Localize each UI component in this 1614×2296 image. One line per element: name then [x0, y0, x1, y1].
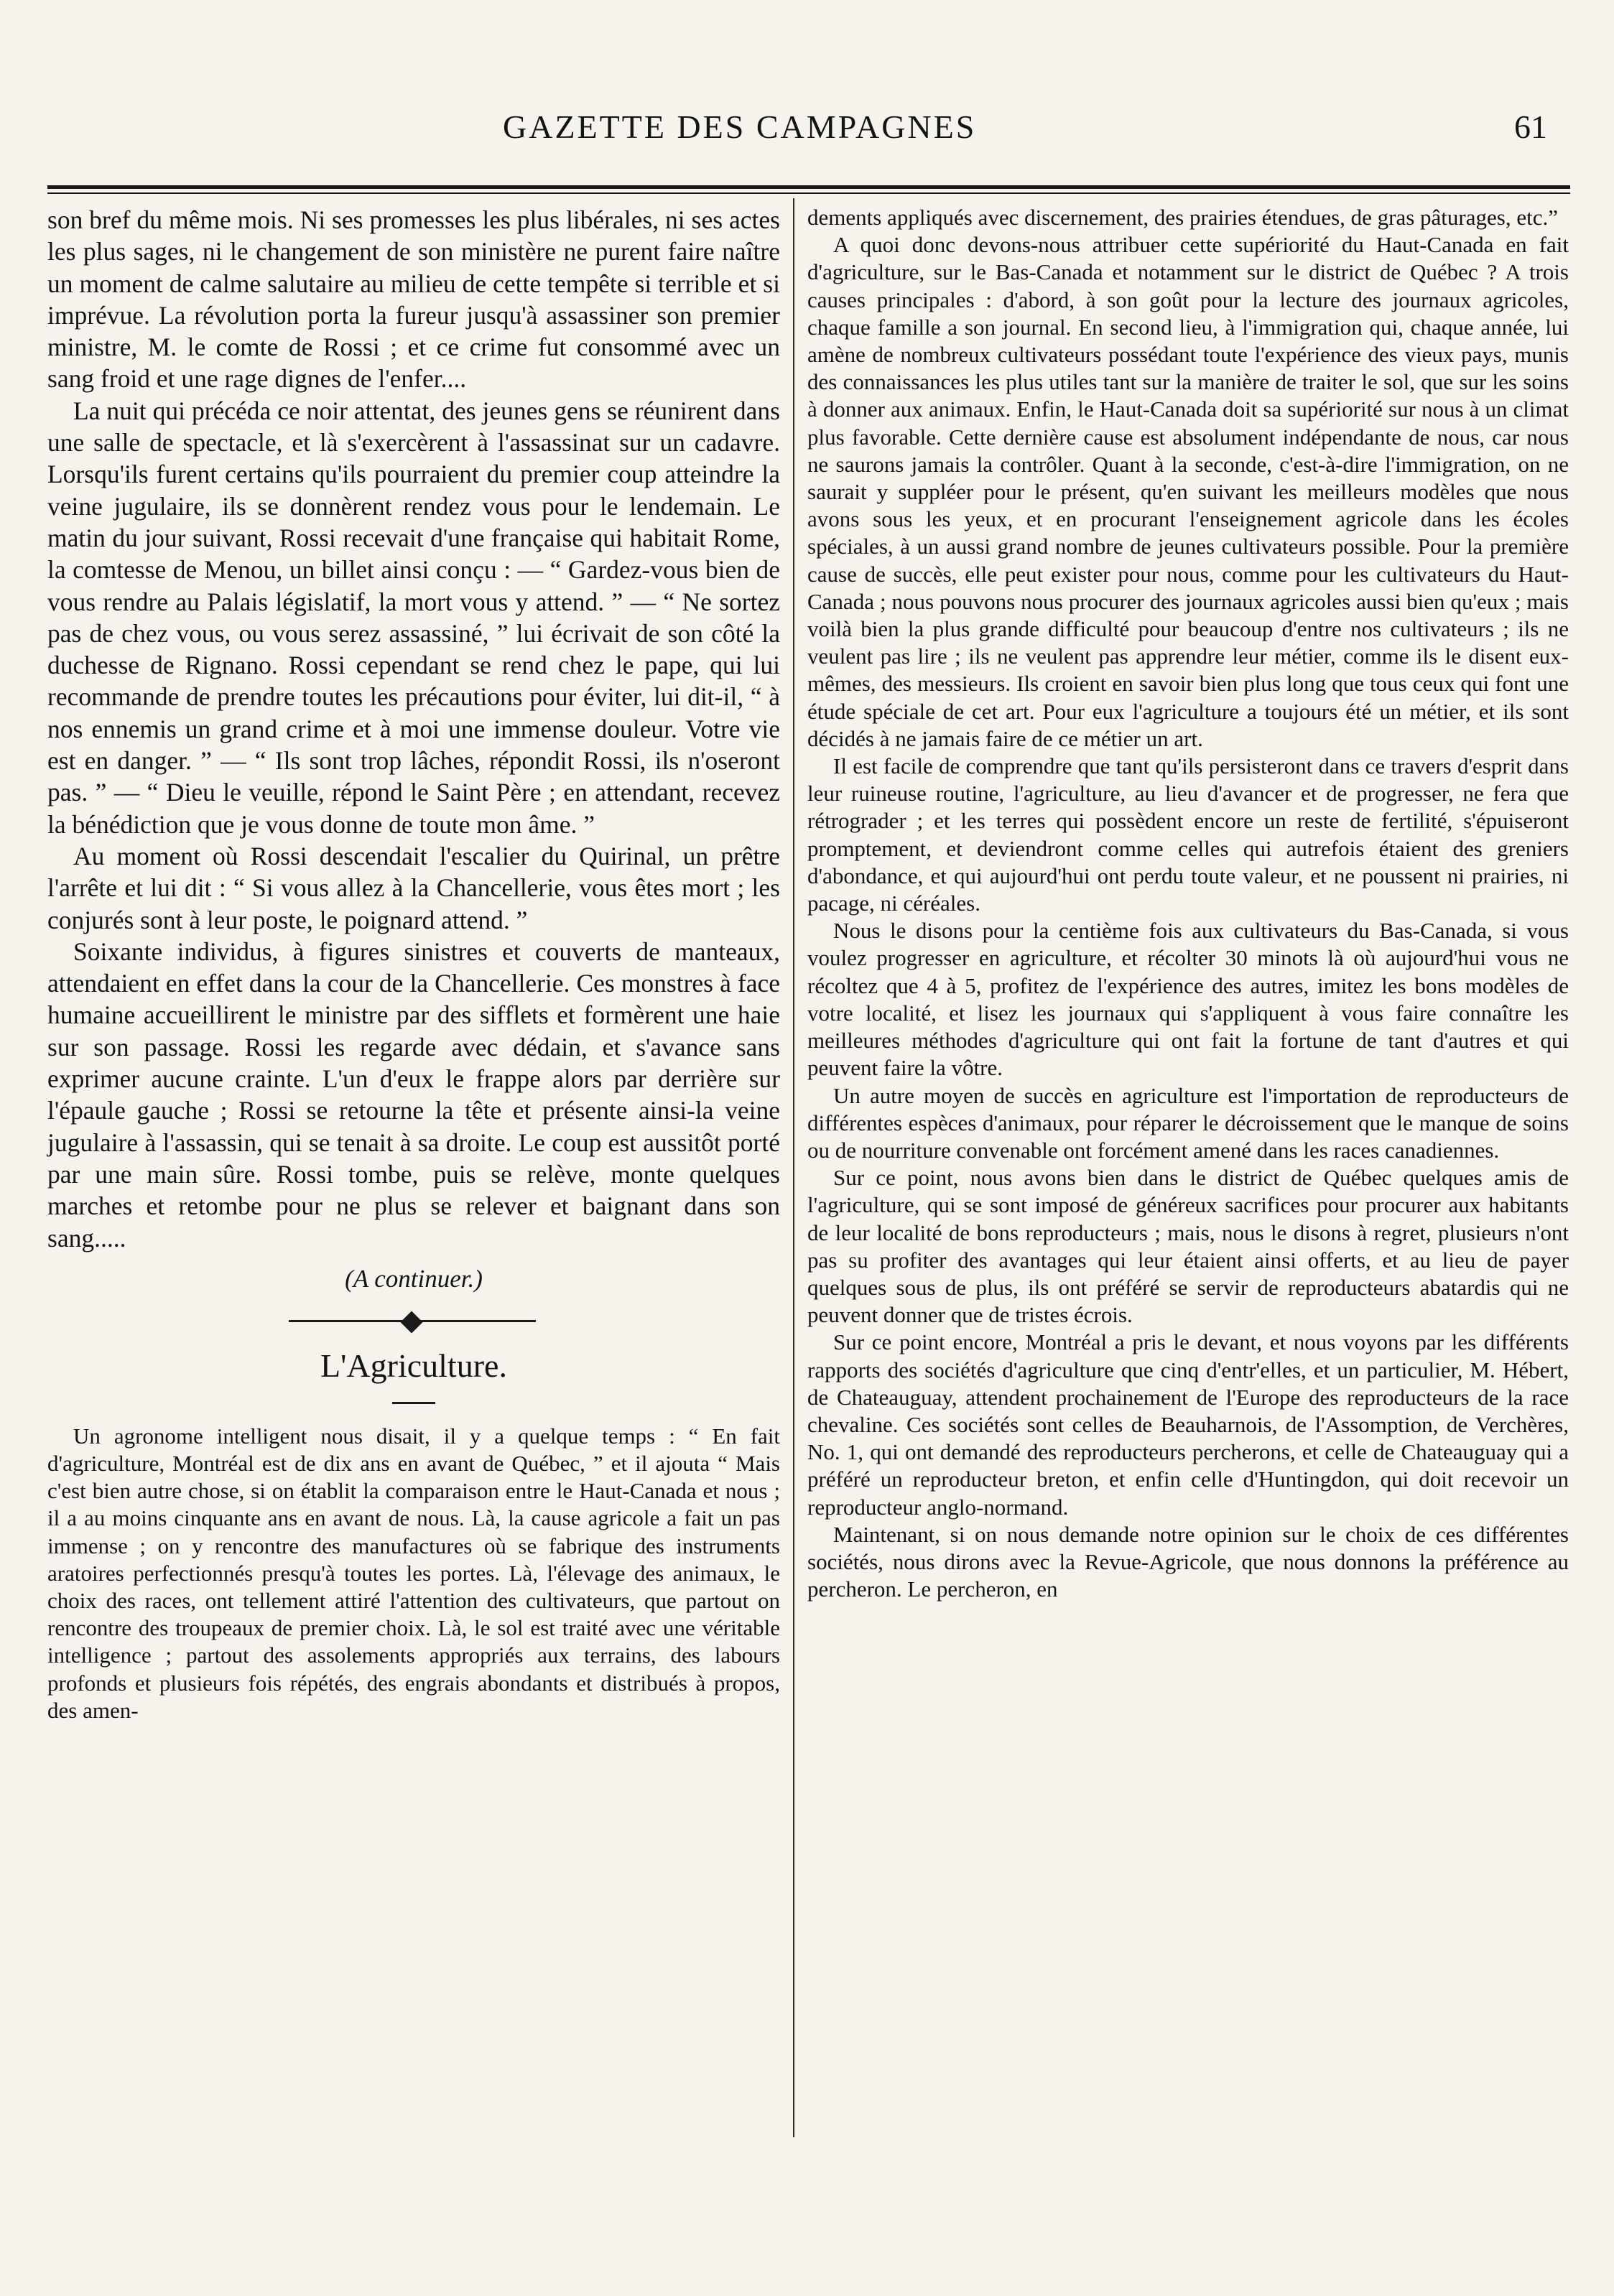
- section-heading: L'Agriculture.: [320, 1347, 507, 1384]
- right-column: [807, 204, 1569, 1603]
- article-paragraph: dements appliqués avec discernement, des prairies étendues, de gras pâturages, etc.”: [807, 205, 1558, 230]
- article-paragraph: La nuit qui précéda ce noir attentat, des jeunes gens se réunirent dans une salle de spectacle, et là s'exercèrent à l'assassinat sur un cadavre. Lorsqu'ils furent certains qu'ils pourraient du premier coup atteindre la veine jugulaire, ils se donnèrent rendez vous pour le lendemain. Le matin du jour suivant, Rossi recevait d'une française qui habitait Rome, la comtesse de Menou, un billet ainsi conçu : — “ Gardez-vous bien de vous rendre au Palais législatif, la mort vous y attend. ” — “ Ne sortez pas de chez vous, ou vous serez assassiné, ” lui écrivait de son côté la duchesse de Rignano. Rossi cependant se rend chez le pape, qui lui recommande de prendre toutes les précautions pour éviter, lui dit-il, “ à nos ennemis un grand crime et à moi une immense douleur. Votre vie est en danger. ” — “ Ils sont trop lâches, répondit Rossi, ils n'oseront pas. ” — “ Dieu le veuille, répond le Saint Père ; en attendant, recevez la bénédiction que je vous donne de toute mon âme. ”: [47, 396, 780, 839]
- running-title: GAZETTE DES CAMPAGNES: [503, 108, 977, 145]
- header-rule: [47, 185, 1570, 189]
- article-paragraph: Un agronome intelligent nous disait, il y a quelque temps : “ En fait d'agriculture, Montréal est de dix ans en avant de Québec, ” et il ajouta “ Mais c'est bien autre chose, si on établit la comparaison entre le Haut-Canada et nous ; il a au moins cinquante ans en avant de nous. Là, la cause agricole a fait un pas immense ; on y rencontre des manufactures où se fabrique des instruments aratoires perfectionnés presqu'à toutes les portes. Là, l'élevage des animaux, le choix des races, ont tellement attiré l'attention des cultivateurs, que partout on rencontre des troupeaux de premier choix. Là, le sol est traité avec une véritable intelligence ; partout des assolements appropriés aux terrains, des labours profonds et plusieurs fois répétés, des engrais abondants et distribués à propos, des amen-: [47, 1423, 780, 1723]
- article-paragraph: Maintenant, si on nous demande notre opinion sur le choix de ces différentes sociétés, nous dirons avec la Revue-Agricole, que nous donnons la préférence au percheron. Le percheron, en: [807, 1521, 1569, 1602]
- article-paragraph: Sur ce point, nous avons bien dans le district de Québec quelques amis de l'agriculture, qui se sont imposé de généreux sacrifices pour procurer aux habitants de leur localité de bons reproducteurs ; mais, nous le disons à regret, plusieurs n'ont pas su profiter des avantages qui leur étaient ainsi offerts, et au lieu de payer quelques sous de plus, ils ont préféré se servir de reproducteurs abatardis qui ne peuvent donner que de tristes écrois.: [807, 1165, 1569, 1328]
- header-rule-thin: [47, 192, 1570, 194]
- left-column: [47, 204, 780, 1724]
- article-paragraph: Nous le disons pour la centième fois aux cultivateurs du Bas-Canada, si vous voulez progresser en agriculture, et récolter 30 minots là où aujourd'hui vous ne récoltez que 4 à 5, profitez de l'expérience des autres, imitez les bons modèles de votre localité, et lisez les journaux qui s'appliquent à vous faire connaître les meilleures méthodes d'agriculture qui ont fait la fortune de tant d'autres et qui peuvent faire la vôtre.: [807, 918, 1569, 1081]
- running-head: [0, 108, 1614, 158]
- article-paragraph: Sur ce point encore, Montréal a pris le devant, et nous voyons par les différents rapports des sociétés d'agriculture que cinq d'entr'elles, et un particulier, M. Hébert, de Chateauguay, attendent prochainement de l'Europe des reproducteurs de la race chevaline. Ces sociétés sont celles de Beauharnois, de l'Assomption, de Verchères, No. 1, qui ont demandé des reproducteurs percherons, et celle de Chateauguay qui a préféré un reproducteur breton, et enfin celle d'Huntingdon, qui doit recevoir un reproducteur anglo-normand.: [807, 1329, 1569, 1520]
- article-paragraph: A quoi donc devons-nous attribuer cette supériorité du Haut-Canada en fait d'agriculture, sur le Bas-Canada et notamment sur le district de Québec ? A trois causes principales : d'abord, à son goût pour la lecture des journaux agricoles, chaque famille a son journal. En second lieu, à l'immigration qui, chaque année, lui amène de nombreux cultivateurs possédant toute l'expérience des vieux pays, munis des connaissances les plus utiles tant sur la manière de traiter le sol, que sur les soins à donner aux animaux. Enfin, le Haut-Canada doit sa supériorité sur nous à un climat plus favorable. Cette dernière cause est absolument indépendante de nous, car nous ne saurons jamais la contrôler. Quant à la seconde, c'est-à-dire l'immigration, on ne saurait y suppléer pour le présent, qu'en suivant les meilleurs modèles que nous avons sous les yeux, et en procurant l'enseignement agricole dans les écoles spéciales, à un aussi grand nombre de jeunes cultivateurs possible. Pour la première cause de succès, elle peut exister pour nous, comme pour les cultivateurs du Haut-Canada ; nous pouvons nous procurer des journaux agricoles aussi bien qu'eux ; mais voilà bien la plus grande difficulté pour beaucoup d'entre nos cultivateurs ; ils ne veulent pas lire ; ils ne veulent pas apprendre leur métier, comme ils le disent eux-mêmes, des messieurs. Ils croient en savoir bien plus long que tous ceux qui font une étude spéciale de cet art. Pour eux l'agriculture a toujours été un métier, et ils sont décidés à ne jamais faire de ce métier un art.: [807, 232, 1569, 751]
- article-paragraph: Au moment où Rossi descendait l'escalier du Quirinal, un prêtre l'arrête et lui dit : “ Si vous allez à la Chancellerie, vous êtes mort ; les conjurés sont à leur poste, le poignard attend. ”: [47, 841, 780, 934]
- article-paragraph: Soixante individus, à figures sinistres et couverts de manteaux, attendaient en effet dans la cour de la Chancellerie. Ces monstres à face humaine accueillirent le ministre par des sifflets et formèrent une haie sur son passage. Rossi les regarde avec dédain, et s'avance sans exprimer aucune crainte. L'un d'eux le frappe alors par derrière sur l'épaule gauche ; Rossi se retourne la tête et présente ainsi-la veine jugulaire à l'assassin, qui se tenait à sa droite. Le coup est aussitôt porté par une main sûre. Rossi tombe, puis se relève, monte quelques marches et retombe pour ne plus se relever et baignant dans son sang.....: [47, 936, 780, 1252]
- column-divider: [793, 198, 794, 2137]
- heading-rule: [392, 1402, 435, 1404]
- page-number: 61: [1514, 108, 1547, 145]
- ornament-diamond-icon: [400, 1311, 422, 1333]
- section-ornament: [47, 1304, 780, 1340]
- article-paragraph: Un autre moyen de succès en agriculture est l'importation de reproducteurs de différentes espèces d'animaux, pour réparer le décroissement que le manque de soins ou de nourriture convenable ont forcément amené dans les races canadiennes.: [807, 1082, 1569, 1163]
- article-paragraph: Il est facile de comprendre que tant qu'ils persisteront dans ce travers d'esprit dans leur ruineuse routine, l'agriculture, au lieu d'avancer et de progresser, ne fera que rétrograder ; et les terres qui possèdent encore un reste de fertilité, s'épuiseront promptement, et deviendront comme celles qui autrefois étaient des greniers d'abondance, et qui aujourd'hui ont perdu toute valeur, et ne poussent ni prairies, ni pacage, ni céréales.: [807, 753, 1569, 916]
- article-paragraph: son bref du même mois. Ni ses promesses les plus libérales, ni ses actes les plus sages, ni le changement de son ministère ne purent faire naître un moment de calme salutaire au milieu de cette tempête si terrible et si imprévue. La révolution porta la fureur jusqu'à assassiner son premier ministre, M. le comte de Rossi ; et ce crime fut consommé avec un sang froid et une rage dignes de l'enfer....: [47, 205, 780, 394]
- continuation-note: (A continuer.): [345, 1264, 483, 1293]
